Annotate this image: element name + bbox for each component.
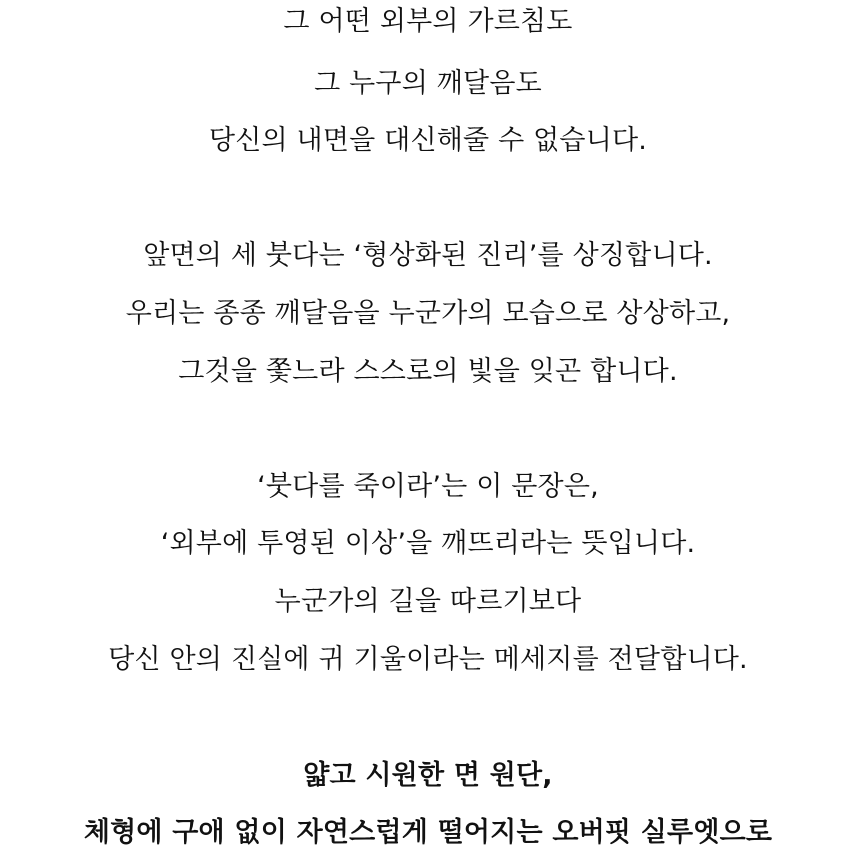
paragraph-3-line-2: ‘외부에 투영된 이상’을 깨뜨리라는 뜻입니다. (160, 528, 696, 559)
paragraph-3-line-1: ‘붓다를 죽이라’는 이 문장은, (257, 471, 599, 502)
paragraph-2-line-2: 우리는 종종 깨달음을 누군가의 모습으로 상상하고, (125, 298, 731, 329)
paragraph-1-line-3: 당신의 내면을 대신해줄 수 없습니다. (208, 125, 648, 156)
paragraph-3-line-3: 누군가의 길을 따르기보다 (274, 586, 582, 617)
paragraph-4-line-2: 체형에 구애 없이 자연스럽게 떨어지는 오버핏 실루엣으로 (83, 817, 773, 848)
paragraph-3-line-4: 당신 안의 진실에 귀 기울이라는 메세지를 전달합니다. (108, 644, 748, 675)
paragraph-2-line-3: 그것을 쫓느라 스스로의 빛을 잊곤 합니다. (178, 356, 678, 387)
paragraph-1-line-1: 그 어떤 외부의 가르침도 (283, 6, 573, 37)
paragraph-2-line-1: 앞면의 세 붓다는 ‘형상화된 진리’를 상징합니다. (143, 240, 713, 271)
paragraph-4-line-1: 얇고 시원한 면 원단, (303, 760, 553, 791)
paragraph-1-line-2: 그 누구의 깨달음도 (314, 68, 542, 99)
